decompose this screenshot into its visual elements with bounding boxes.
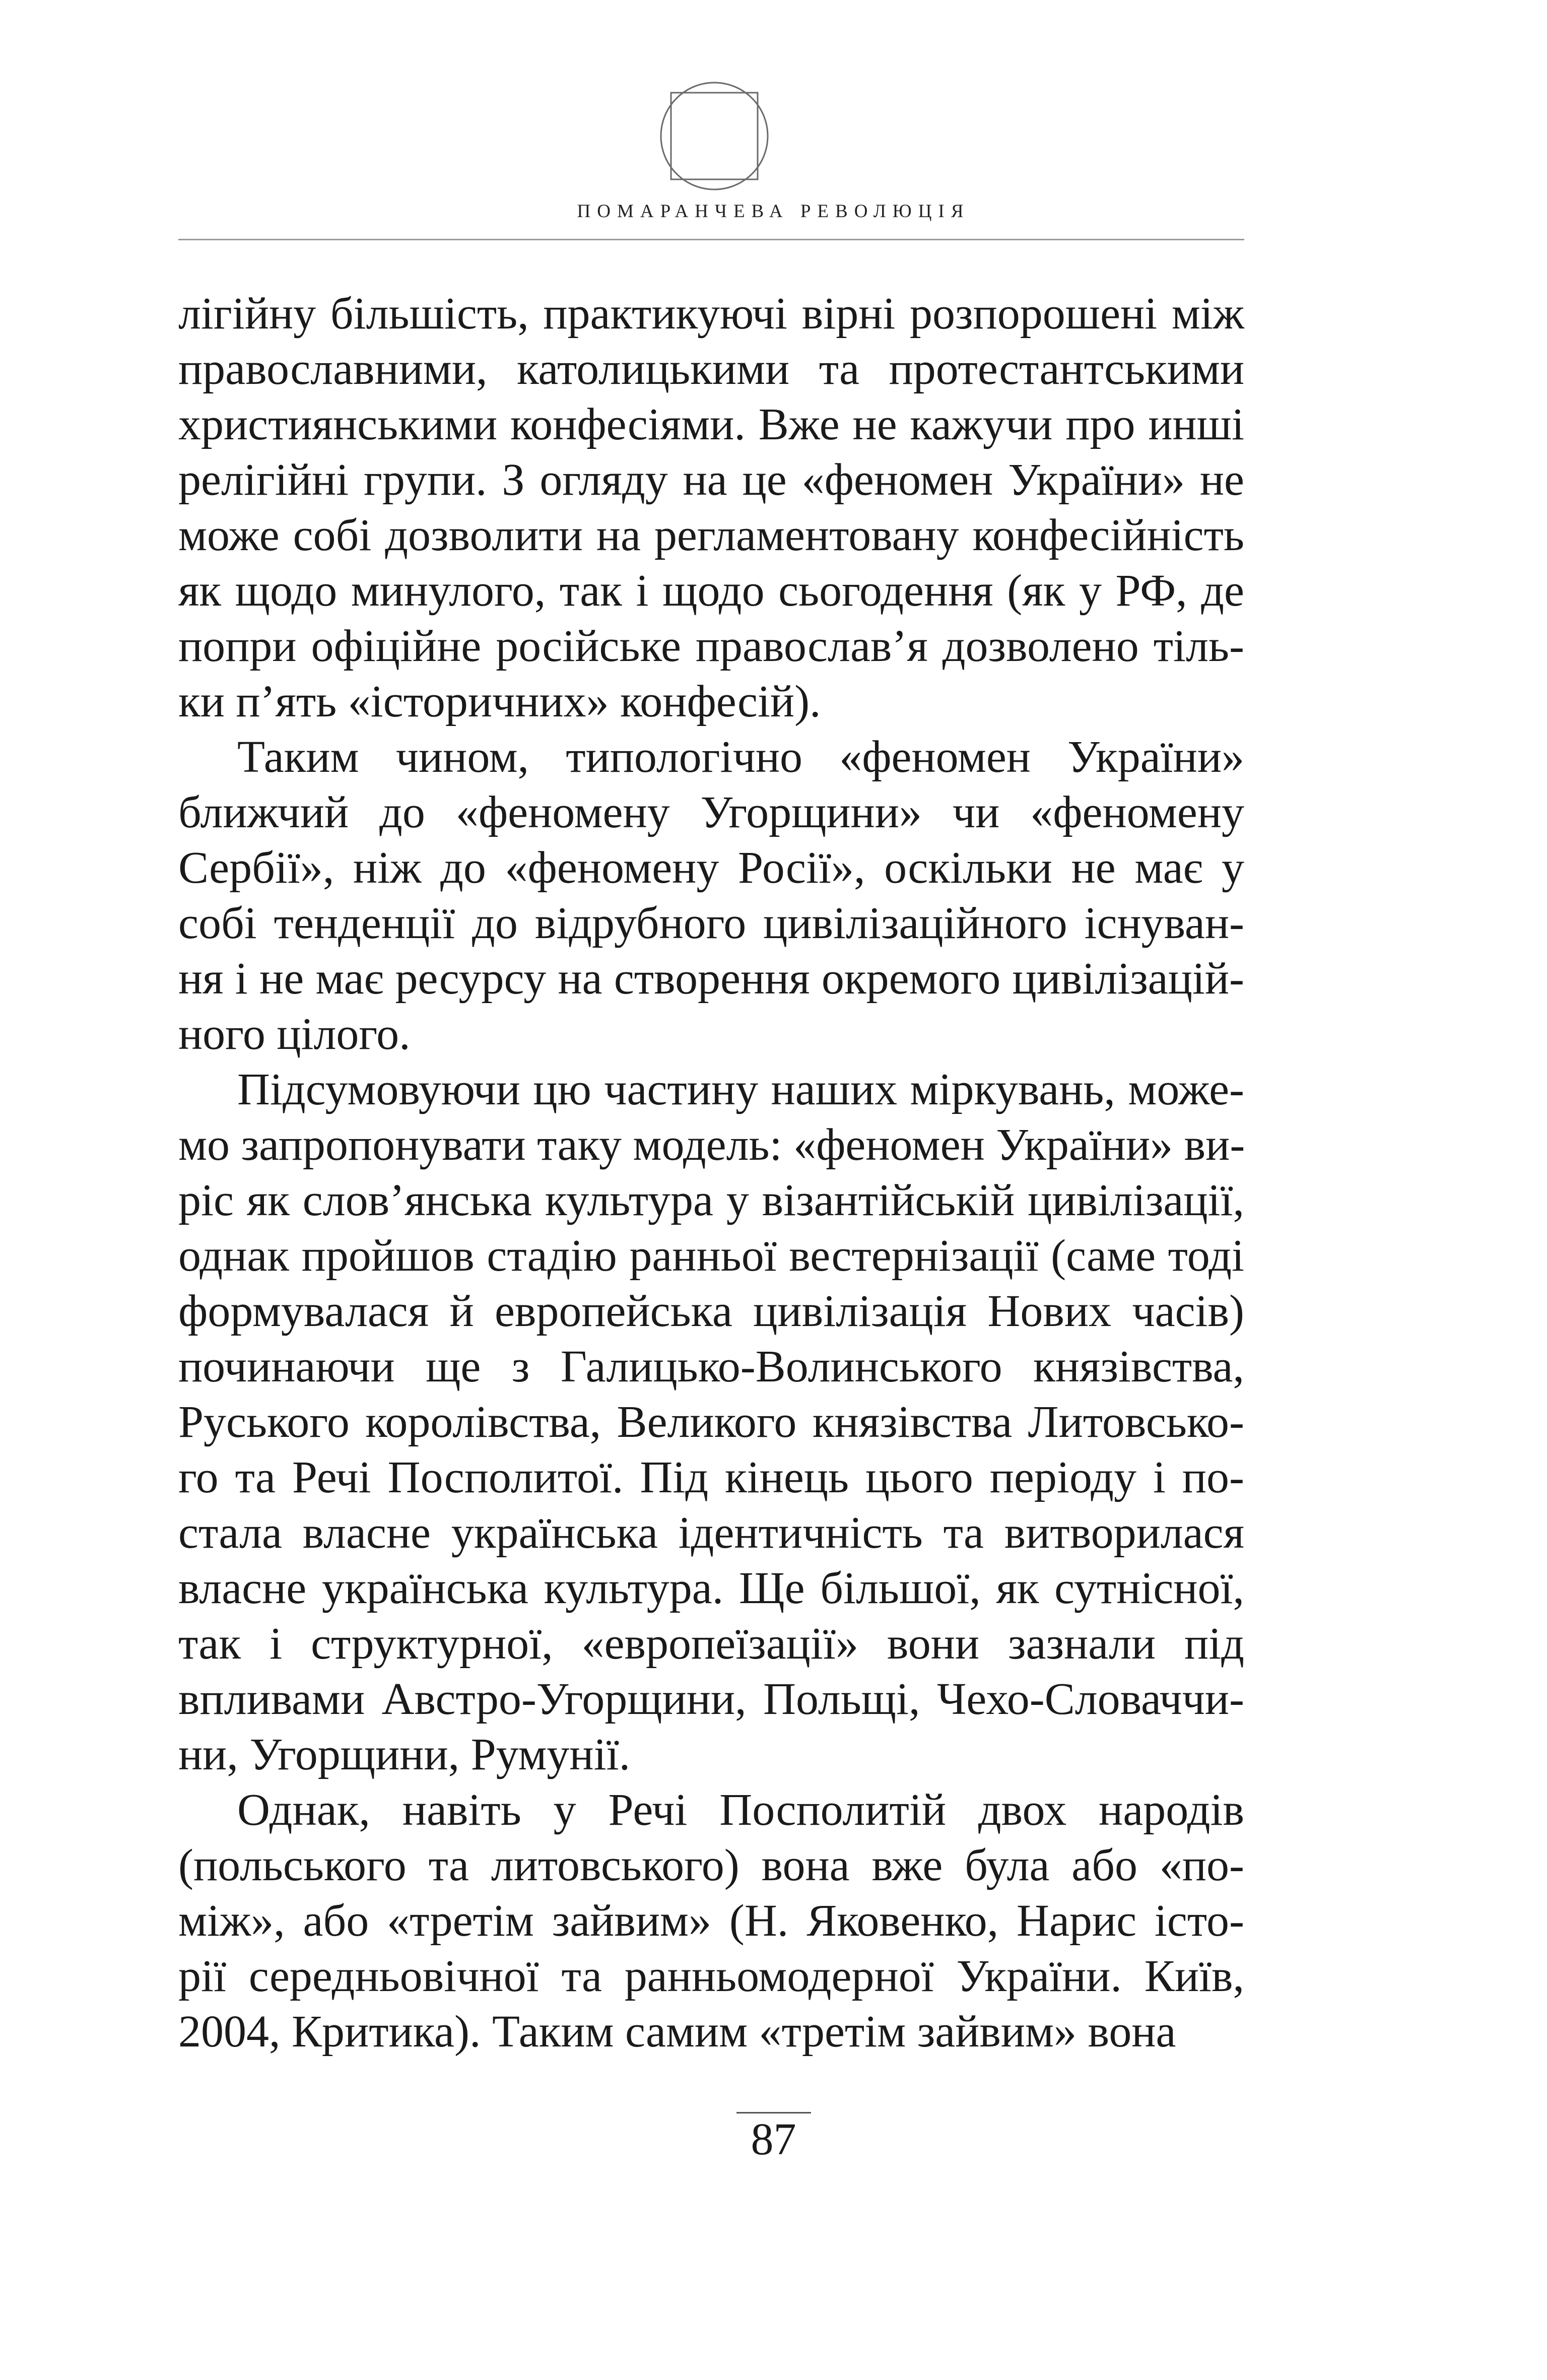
text-line: ріс як слов’янська культура у візантійській цивілізації, bbox=[178, 1175, 1244, 1225]
text-line: лігійну більшість, практикуючі вірні розпорошені між bbox=[178, 289, 1244, 339]
text-line: впливами Австро-Угорщини, Польщі, Чехо-Словаччи- bbox=[178, 1674, 1244, 1724]
text-line: ного цілого. bbox=[178, 1009, 411, 1059]
paragraph bbox=[178, 1782, 1244, 2060]
text-line: між», або «третім зайвим» (Н. Яковенко, Нарис істо- bbox=[178, 1896, 1244, 1946]
text-line: го та Речі Посполитої. Під кінець цього періоду і по- bbox=[178, 1452, 1244, 1502]
text-line: православними, католицькими та протестантськими bbox=[178, 344, 1244, 394]
text-line: християнськими конфесіями. Вже не кажучи про инші bbox=[178, 400, 1244, 449]
text-line: собі тенденції до відрубного цивілізаційного існуван- bbox=[178, 898, 1244, 948]
text-line: Однак, навіть у Речі Посполитій двох народів bbox=[237, 1785, 1244, 1835]
page-number-rule bbox=[736, 2112, 811, 2113]
text-line: мо запропонувати таку модель: «феномен України» ви- bbox=[178, 1120, 1245, 1170]
page-number: 87 bbox=[751, 2114, 796, 2164]
text-line: релігійні групи. З огляду на це «феномен України» не bbox=[178, 455, 1244, 505]
text-line: ни, Угорщини, Румунії. bbox=[178, 1730, 631, 1779]
running-title: ПОМАРАНЧЕВА РЕВОЛЮЦІЯ bbox=[577, 201, 970, 222]
text-line: Сербії», ніж до «феномену Росії», оскільки не має у bbox=[178, 843, 1244, 893]
text-line: може собі дозволити на регламентовану конфесійність bbox=[178, 510, 1244, 560]
text-line: 2004, Критика). Таким самим «третім зайвим» вона bbox=[178, 2007, 1176, 2057]
text-line: власне українська культура. Ще більшої, як сутнісної, bbox=[178, 1563, 1244, 1613]
text-line: Підсумовуючи цю частину наших міркувань, може- bbox=[237, 1065, 1244, 1114]
text-line: ближчий до «феномену Угорщини» чи «феномену bbox=[178, 787, 1244, 837]
text-line: рії середньовічної та ранньомодерної України. Київ, bbox=[178, 1951, 1244, 2001]
header-divider bbox=[178, 239, 1244, 240]
paragraph bbox=[178, 1062, 1244, 1782]
page-body-text bbox=[178, 286, 1244, 2060]
text-line: ня і не має ресурсу на створення окремого цивілізацій- bbox=[178, 954, 1244, 1004]
paragraph bbox=[178, 730, 1244, 1062]
text-line: однак пройшов стадію ранньої вестернізації (саме тоді bbox=[178, 1231, 1244, 1281]
page-footer bbox=[0, 2112, 1547, 2165]
text-line: так і структурної, «европеїзації» вони зазнали під bbox=[178, 1619, 1244, 1669]
text-line: попри офіційне російське православ’я дозволено тіль- bbox=[178, 621, 1244, 671]
text-line: починаючи ще з Галицько-Волинського князівства, bbox=[178, 1342, 1244, 1392]
text-line: ки п’ять «історичних» конфесій). bbox=[178, 677, 821, 726]
text-line: як щодо минулого, так і щодо сьогодення (як у РФ, де bbox=[178, 566, 1244, 616]
text-line: стала власне українська ідентичність та витворилася bbox=[178, 1508, 1244, 1558]
text-line: Руського королівства, Великого князівства Литовсько- bbox=[178, 1397, 1244, 1447]
circle-square-emblem-icon bbox=[654, 76, 775, 196]
text-line: Таким чином, типологічно «феномен України» bbox=[237, 732, 1244, 782]
paragraph bbox=[178, 286, 1244, 730]
text-line: (польського та литовського) вона вже була або «по- bbox=[178, 1840, 1244, 1890]
text-line: формувалася й европейська цивілізація Нових часів) bbox=[178, 1286, 1244, 1336]
